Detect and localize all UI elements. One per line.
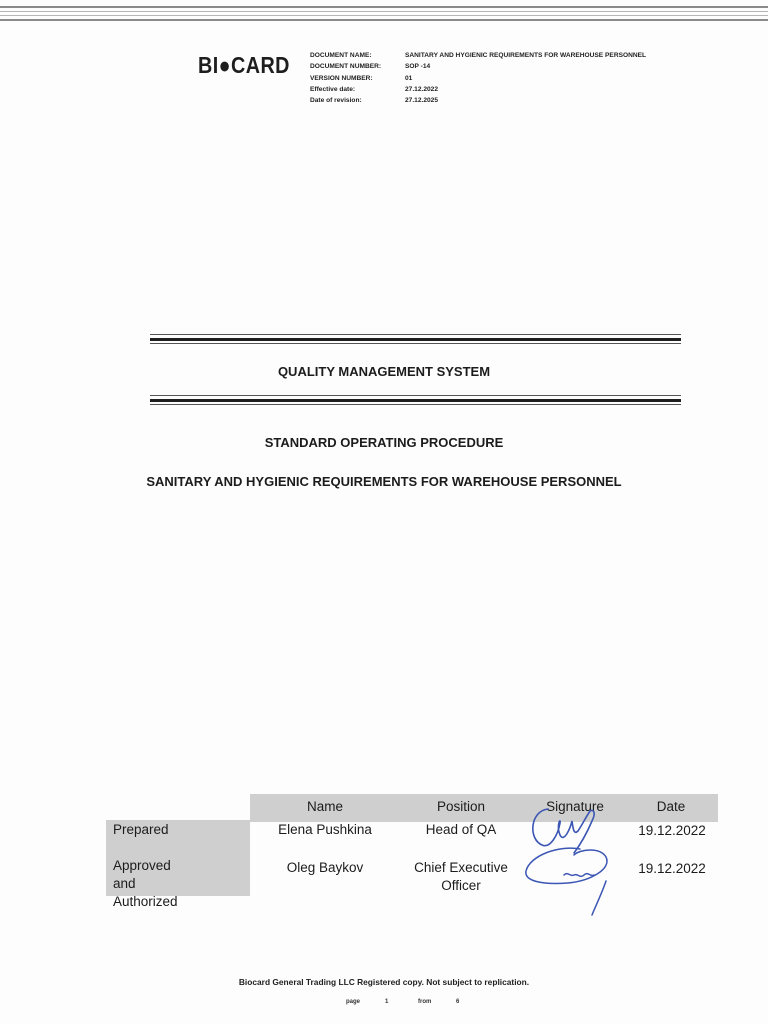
approved-position: Chief Executive Officer — [414, 860, 508, 893]
approved-name: Oleg Baykov — [286, 860, 364, 875]
total-pages: 6 — [456, 999, 460, 1005]
row-label-prepared: Prepared — [106, 820, 250, 850]
meta-label: VERSION NUMBER: — [310, 74, 373, 82]
prepared-name: Elena Pushkina — [278, 822, 372, 837]
meta-label: DOCUMENT NUMBER: — [310, 63, 382, 71]
system-title: QUALITY MANAGEMENT SYSTEM — [277, 364, 491, 379]
divider-rule — [150, 395, 681, 396]
prepared-date: 19.12.2022 — [638, 823, 706, 838]
divider-rule — [150, 334, 681, 335]
meta-value: 27.12.2025 — [405, 97, 439, 105]
document-meta — [310, 50, 646, 106]
signature-approved — [520, 845, 620, 920]
top-border-rules — [0, 6, 768, 24]
meta-row-effective-date — [310, 84, 646, 95]
meta-label: DOCUMENT NAME: — [310, 52, 372, 59]
meta-value: 01 — [405, 74, 413, 82]
column-header-position: Position — [436, 799, 486, 814]
footer-notice: Biocard General Trading LLC Registered copy. Not subject to replication. — [238, 977, 530, 987]
meta-label: Date of revision: — [310, 97, 362, 105]
row-label-approved: Approved and Authorized — [106, 850, 250, 896]
page-label: page — [346, 999, 361, 1005]
document-type: STANDARD OPERATING PROCEDURE — [264, 435, 504, 450]
approved-date: 19.12.2022 — [638, 861, 706, 876]
column-header-date: Date — [656, 799, 686, 814]
meta-row-document-name — [310, 50, 646, 61]
divider-rule — [150, 338, 681, 341]
meta-row-revision-date — [310, 95, 646, 106]
column-header-signature: Signature — [546, 799, 604, 814]
divider-rule — [150, 404, 681, 405]
meta-value: SOP -14 — [405, 63, 431, 71]
column-header-name: Name — [306, 799, 343, 814]
divider-rule — [150, 399, 681, 402]
biocard-logo: BI●CARD — [198, 52, 290, 78]
document-header — [198, 50, 668, 110]
meta-row-version-number — [310, 73, 646, 84]
meta-label: Effective date: — [310, 85, 356, 93]
prepared-position: Head of QA — [425, 822, 497, 837]
meta-value: SANITARY AND HYGIENIC REQUIREMENTS FOR WAREHOUSE PERSONNEL — [405, 52, 647, 59]
page-number: 1 — [385, 999, 389, 1005]
divider-rule — [150, 343, 681, 344]
from-label: from — [418, 999, 432, 1005]
document-title: SANITARY AND HYGIENIC REQUIREMENTS FOR WAREHOUSE PERSONNEL — [146, 474, 622, 489]
meta-value: 27.12.2022 — [405, 85, 439, 93]
meta-row-document-number — [310, 61, 646, 72]
